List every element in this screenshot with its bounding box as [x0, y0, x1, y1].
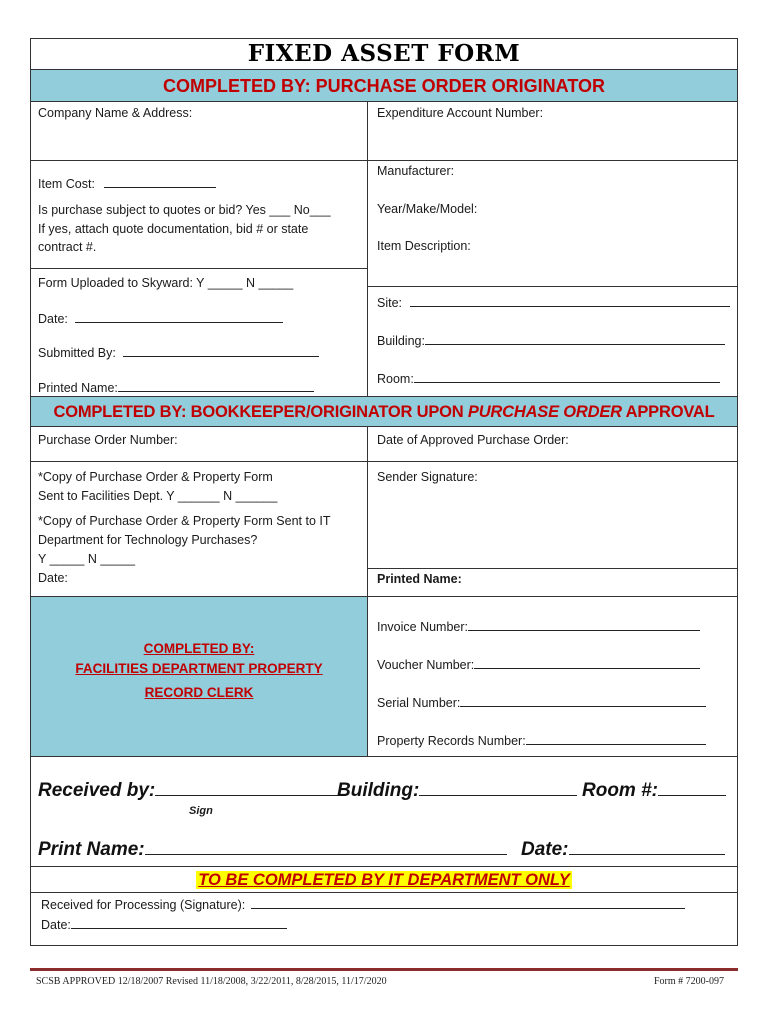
copy-it-3: Y _____ N _____ [38, 552, 136, 566]
item-description-label: Item Description: [377, 239, 471, 253]
footer-rule [30, 968, 738, 971]
row-divider [31, 892, 737, 893]
section2-divider [367, 427, 368, 596]
section1-divider [367, 101, 368, 407]
fixed-asset-form [30, 38, 738, 946]
copy-facilities-1: *Copy of Purchase Order & Property Form [38, 470, 273, 484]
room-field[interactable] [414, 370, 720, 383]
building-field[interactable] [425, 332, 725, 345]
received-by-label: Received by: [38, 779, 343, 802]
receipt-room-field[interactable] [658, 779, 726, 796]
print-name-label: Print Name: [38, 838, 507, 861]
copy-it-1: *Copy of Purchase Order & Property Form Sent to IT [38, 514, 331, 528]
section1-header [31, 69, 737, 102]
building-label: Building: [377, 332, 725, 350]
row-divider [31, 461, 737, 462]
copy-it-2: Department for Technology Purchases? [38, 533, 258, 547]
quotes-question: Is purchase subject to quotes or bid? Yes ___ No___ [38, 203, 331, 217]
row-divider [31, 160, 737, 161]
it-received-label: Received for Processing (Signature): [41, 896, 685, 914]
po-date-label: Date of Approved Purchase Order: [377, 433, 569, 447]
row-divider [367, 568, 737, 569]
voucher-field[interactable] [474, 656, 700, 669]
section2-header: COMPLETED BY: BOOKKEEPER/ORIGINATOR UPON PURCHASE ORDER APPROVAL [31, 396, 737, 427]
site-field[interactable] [410, 294, 730, 307]
row-divider [367, 286, 737, 287]
site-label: Site: [377, 294, 730, 312]
facilities-label-1: COMPLETED BY: [143, 641, 255, 656]
row-divider [31, 866, 737, 867]
received-by-field[interactable] [155, 779, 343, 796]
date-field[interactable] [75, 310, 283, 323]
row-divider [31, 268, 367, 269]
manufacturer-label: Manufacturer: [377, 164, 455, 178]
it-date-label: Date: [41, 916, 287, 934]
copy-facilities-2: Sent to Facilities Dept. Y ______ N ______ [38, 489, 278, 503]
form-title: FIXED ASSET FORM [247, 40, 521, 67]
property-records-field[interactable] [526, 732, 706, 745]
submitted-by-label: Submitted By: [38, 344, 319, 362]
item-cost-label: Item Cost: [38, 175, 216, 193]
company-name-label: Company Name & Address: [38, 106, 193, 120]
invoice-label: Invoice Number: [377, 618, 700, 636]
section3-divider [367, 596, 368, 756]
expenditure-account-label: Expenditure Account Number: [377, 106, 544, 120]
printed-name-label-2: Printed Name: [377, 572, 462, 586]
receipt-room-label: Room #: [582, 779, 726, 802]
footer-approved: SCSB APPROVED 12/18/2007 Revised 11/18/2008, 3/22/2011, 8/28/2015, 11/17/2020 [36, 976, 387, 987]
it-received-field[interactable] [251, 896, 685, 909]
receipt-building-label: Building: [337, 779, 577, 802]
receipt-building-field[interactable] [419, 779, 577, 796]
item-cost-field[interactable] [104, 175, 216, 188]
receipt-date-field[interactable] [569, 838, 725, 855]
serial-field[interactable] [460, 694, 706, 707]
it-date-field[interactable] [71, 916, 287, 929]
po-number-label: Purchase Order Number: [38, 433, 178, 447]
submitted-by-field[interactable] [123, 344, 319, 357]
row-divider [31, 756, 737, 757]
facilities-label-3: RECORD CLERK [144, 685, 254, 700]
receipt-date-label: Date: [521, 838, 725, 861]
room-label: Room: [377, 370, 720, 388]
sign-caption: Sign [189, 805, 213, 817]
property-records-label: Property Records Number: [377, 732, 706, 750]
printed-name-label: Printed Name: [38, 379, 314, 397]
voucher-label: Voucher Number: [377, 656, 700, 674]
invoice-field[interactable] [468, 618, 700, 631]
sender-signature-label: Sender Signature: [377, 470, 478, 484]
date-label: Date: [38, 310, 283, 328]
form-uploaded-label: Form Uploaded to Skyward: Y _____ N _____ [38, 276, 294, 290]
facilities-label-2: FACILITIES DEPARTMENT PROPERTY [75, 661, 323, 676]
it-header: TO BE COMPLETED BY IT DEPARTMENT ONLY [198, 871, 570, 889]
year-make-model-label: Year/Make/Model: [377, 202, 478, 216]
quotes-note-2: contract #. [38, 240, 97, 254]
printed-name-field[interactable] [118, 379, 314, 392]
footer-form-number: Form # 7200-097 [654, 976, 724, 987]
quotes-note-1: If yes, attach quote documentation, bid # or state [38, 222, 309, 236]
section2-date-label: Date: [38, 571, 68, 585]
section1-header-text: COMPLETED BY: PURCHASE ORDER ORIGINATOR [162, 76, 606, 96]
serial-label: Serial Number: [377, 694, 706, 712]
print-name-field[interactable] [145, 838, 507, 855]
